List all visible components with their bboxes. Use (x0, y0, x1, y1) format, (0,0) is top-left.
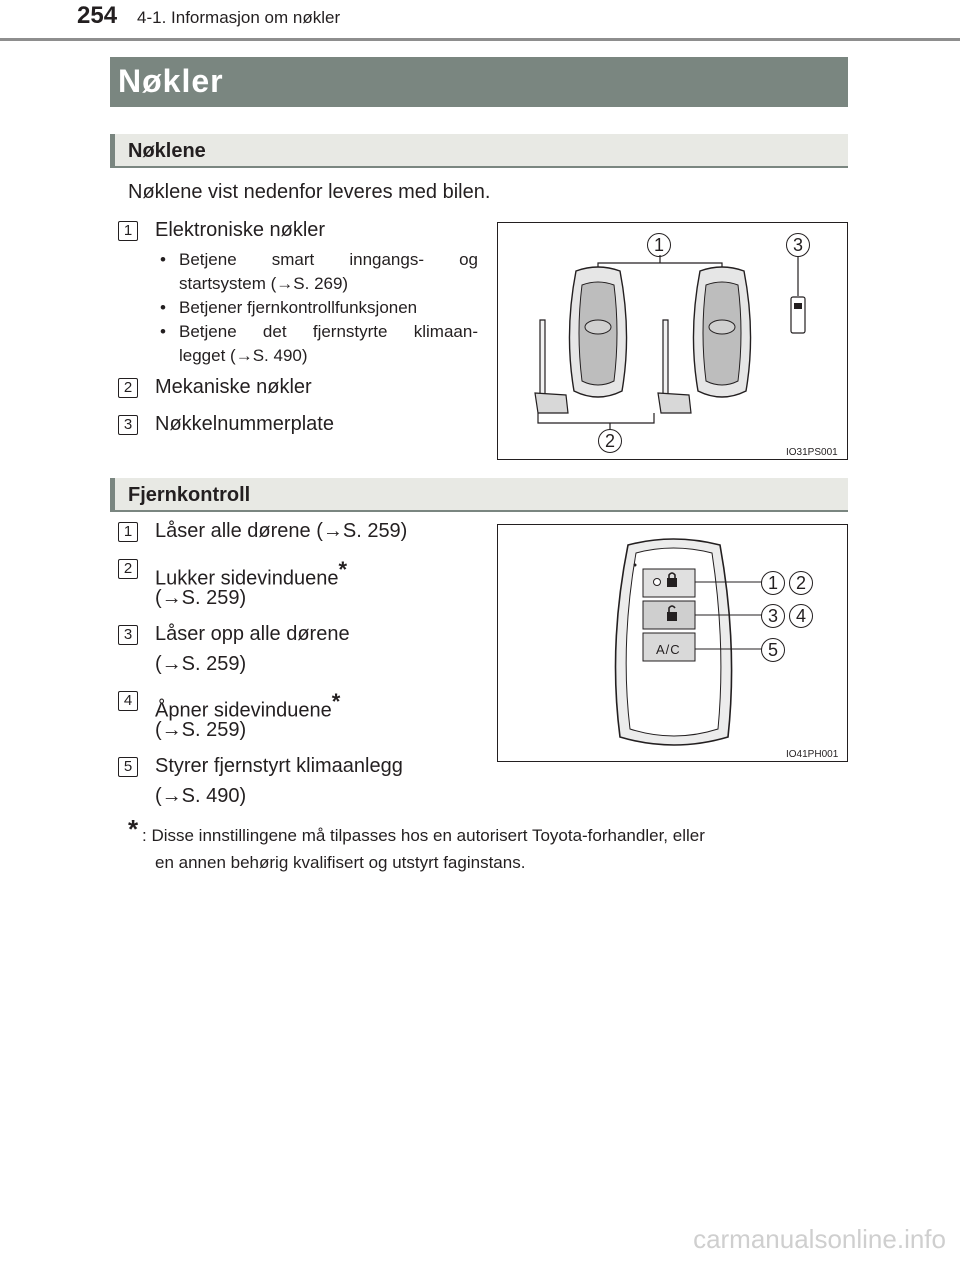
bullet-dot: • (160, 298, 166, 317)
unlock-button (643, 601, 695, 629)
item-number-5: 5 (118, 757, 138, 777)
item-label: Låser alle dørene (→S. 259) (155, 520, 408, 542)
item-number-1: 1 (118, 221, 138, 241)
callout-1: 1 (761, 571, 785, 595)
page-title-bar (110, 57, 848, 107)
item-number-2: 2 (118, 378, 138, 398)
item-page-ref: (→S. 259) (155, 587, 247, 609)
mechanical-key-right (658, 320, 691, 413)
item-label-text: Åpner sidevinduene (155, 699, 332, 722)
item-label (155, 689, 340, 723)
keys-illustration (498, 223, 847, 459)
figure-code: IO31PS001 (786, 447, 838, 458)
item-number-3: 3 (118, 415, 138, 435)
footnote-star: * (331, 689, 341, 714)
item-label (155, 557, 347, 591)
bullet-text: Betjene smart inngangs- og (179, 250, 478, 269)
item-number-2: 2 (118, 559, 138, 579)
bullet-text: Betjene det fjernstyrte klimaan- (179, 322, 478, 341)
bullet-dot: • (160, 322, 166, 341)
callout-3: 3 (786, 233, 810, 257)
footnote-text: : Disse innstillingene må tilpasses hos en autorisert Toyota-forhandler, eller (142, 826, 705, 845)
callout-5: 5 (761, 638, 785, 662)
footnote-text: en annen behørig kvalifisert og utstyrt faginstans. (155, 853, 526, 872)
item-label: Nøkkelnummerplate (155, 413, 334, 435)
footnote-star: * (338, 557, 348, 582)
figure-code: IO41PH001 (786, 749, 839, 760)
item-page-ref: (→S. 490) (155, 785, 247, 807)
keys-figure (497, 222, 848, 460)
item-number-1: 1 (118, 522, 138, 542)
key-number-plate (791, 297, 805, 333)
item-number-4: 4 (118, 691, 138, 711)
section-heading-label: Nøklene (128, 140, 206, 162)
mechanical-key-left (535, 320, 568, 413)
section-heading-label: Fjernkontroll (128, 484, 251, 506)
callout-2: 2 (789, 571, 813, 595)
section-intro: Nøklene vist nedenfor leveres med bilen. (128, 181, 491, 203)
bullet-dot: • (160, 250, 166, 269)
item-label: Mekaniske nøkler (155, 376, 312, 398)
callout-3: 3 (761, 604, 785, 628)
smart-key-left (569, 267, 626, 397)
page-number: 254 (77, 2, 118, 29)
running-title: 4-1. Informasjon om nøkler (137, 8, 341, 27)
ac-button-label: A/C (656, 642, 681, 657)
item-page-ref: (→S. 259) (155, 719, 247, 741)
page-title: Nøkler (118, 63, 224, 99)
callout-1: 1 (647, 233, 671, 257)
header-rule (0, 38, 960, 41)
callout-2: 2 (598, 429, 622, 453)
bullet-text: startsystem (→S. 269) (179, 274, 349, 293)
item-label: Styrer fjernstyrt klimaanlegg (155, 755, 403, 777)
remote-figure (497, 524, 848, 762)
item-label: Elektroniske nøkler (155, 219, 326, 241)
item-number-3: 3 (118, 625, 138, 645)
section-heading-keys (110, 134, 848, 168)
item-label: Låser opp alle dørene (155, 623, 350, 645)
lock-button (643, 569, 695, 597)
watermark: carmanualsonline.info (693, 1224, 946, 1254)
bullet-text: legget (→S. 490) (179, 346, 308, 365)
callout-4: 4 (789, 604, 813, 628)
footnote-marker: * (128, 814, 139, 844)
smart-key-right (693, 267, 750, 397)
section-heading-remote (110, 478, 848, 512)
bullet-text: Betjener fjernkontrollfunksjonen (179, 298, 418, 317)
item-page-ref: (→S. 259) (155, 653, 247, 675)
item-label-text: Lukker sidevinduene (155, 567, 339, 590)
